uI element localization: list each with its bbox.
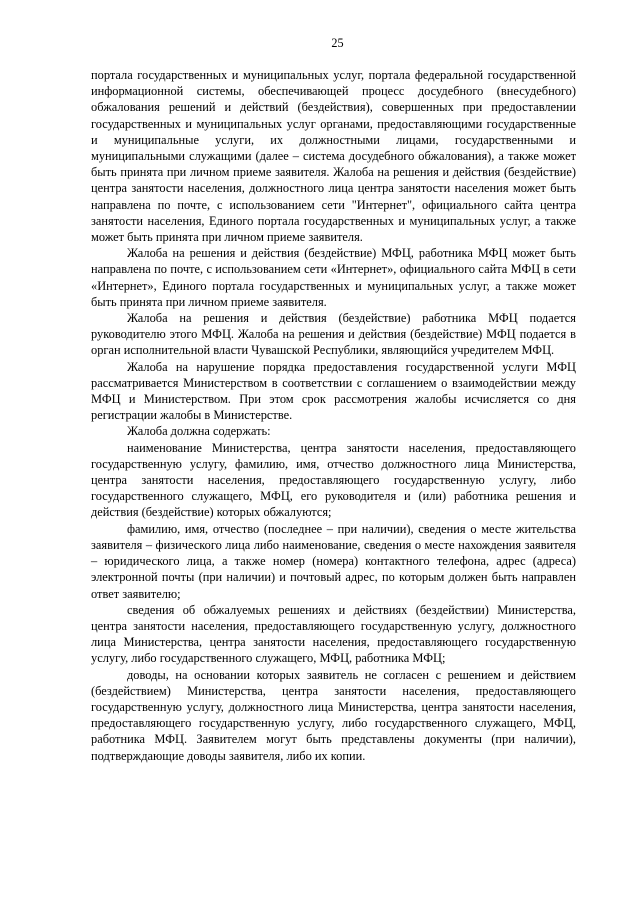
page-number: 25 (331, 36, 344, 50)
paragraph-item-arguments: доводы, на основании которых заявитель не согласен с решением и действием (бездействием) Министерства, центра занятости населения, предоставляющего государственную услугу, должностного лица Министерства, центра занятости населения, предоставляющего государственную услугу, либо государственного служащего, МФЦ, работника МФЦ. Заявителем могут быть представлены документы (при наличии), подтверждающие доводы заявителя, либо их копии. (91, 667, 576, 763)
paragraph-item-applicant-info: фамилию, имя, отчество (последнее – при наличии), сведения о месте жительства заявителя – физического лица либо наименование, сведения о месте нахождения заявителя – юридического лица, а также номер (номера) контактного телефона, адрес (адреса) электронной почты (при наличии) и почтовый адрес, по которым должен быть направлен ответ заявителю; (91, 521, 576, 601)
paragraph-mfc-worker-complaint: Жалоба на решения и действия (бездействие) работника МФЦ подается руководителю этого МФЦ. Жалоба на решения и действия (бездействие) МФЦ подается в орган исполнительной власти Чувашской Республики, являющийся учредителем МФЦ. (91, 311, 576, 358)
paragraph-item-decisions: сведения об обжалуемых решениях и действиях (бездействии) Министерства, центра занятости населения, предоставляющего государственную услугу, должностного лица Министерства, центра занятости населения, предоставляющего государственную услугу, либо государственного служащего, МФЦ, работника МФЦ; (91, 602, 576, 666)
paragraph-continuation: портала государственных и муниципальных услуг, портала федеральной государственной информационной системы, обеспечивающей процесс досудебного (внесудебного) обжалования решений и действий (бездействия), совершенных при предоставлении государственных и муниципальных услуг органами, предоставляющими государственные и муниципальные услуги, их должностными лицами, государственными и муниципальными служащими (далее – система досудебного обжалования), а также может быть принята при личном приеме заявителя. Жалоба на решения и действия (бездействие) центра занятости населения, должностного лица центра занятости населения может быть направлена по почте, с использованием сети "Интернет", официального сайта центра занятости населения, Единого портала государственных и муниципальных услуг, а также может быть принята при личном приеме заявителя. (91, 68, 576, 245)
document-body (91, 67, 576, 764)
paragraph-mfc-complaint: Жалоба на решения и действия (бездействие) МФЦ, работника МФЦ может быть направлена по почте, с использованием сети «Интернет», официального сайта МФЦ в сети «Интернет», Единого портала государственных и муниципальных услуг, а также может быть принята при личном приеме заявителя. (91, 246, 576, 309)
paragraph-procedure-violation: Жалоба на нарушение порядка предоставления государственной услуги МФЦ рассматривается Министерством в соответствии с соглашением о взаимодействии между МФЦ и Министерством. При этом срок рассмотрения жалобы исчисляется со дня регистрации жалобы в Министерстве. (91, 359, 576, 423)
paragraph-complaint-contents-intro: Жалоба должна содержать: (127, 424, 271, 439)
paragraph-item-name: наименование Министерства, центра занятости населения, предоставляющего государственную услугу, фамилию, имя, отчество должностного лица Министерства, центра занятости населения, предоставляющего государственную услугу, либо государственного служащего, МФЦ, его руководителя и (или) работника решения и действия (бездействие) которых обжалуются; (91, 440, 576, 520)
